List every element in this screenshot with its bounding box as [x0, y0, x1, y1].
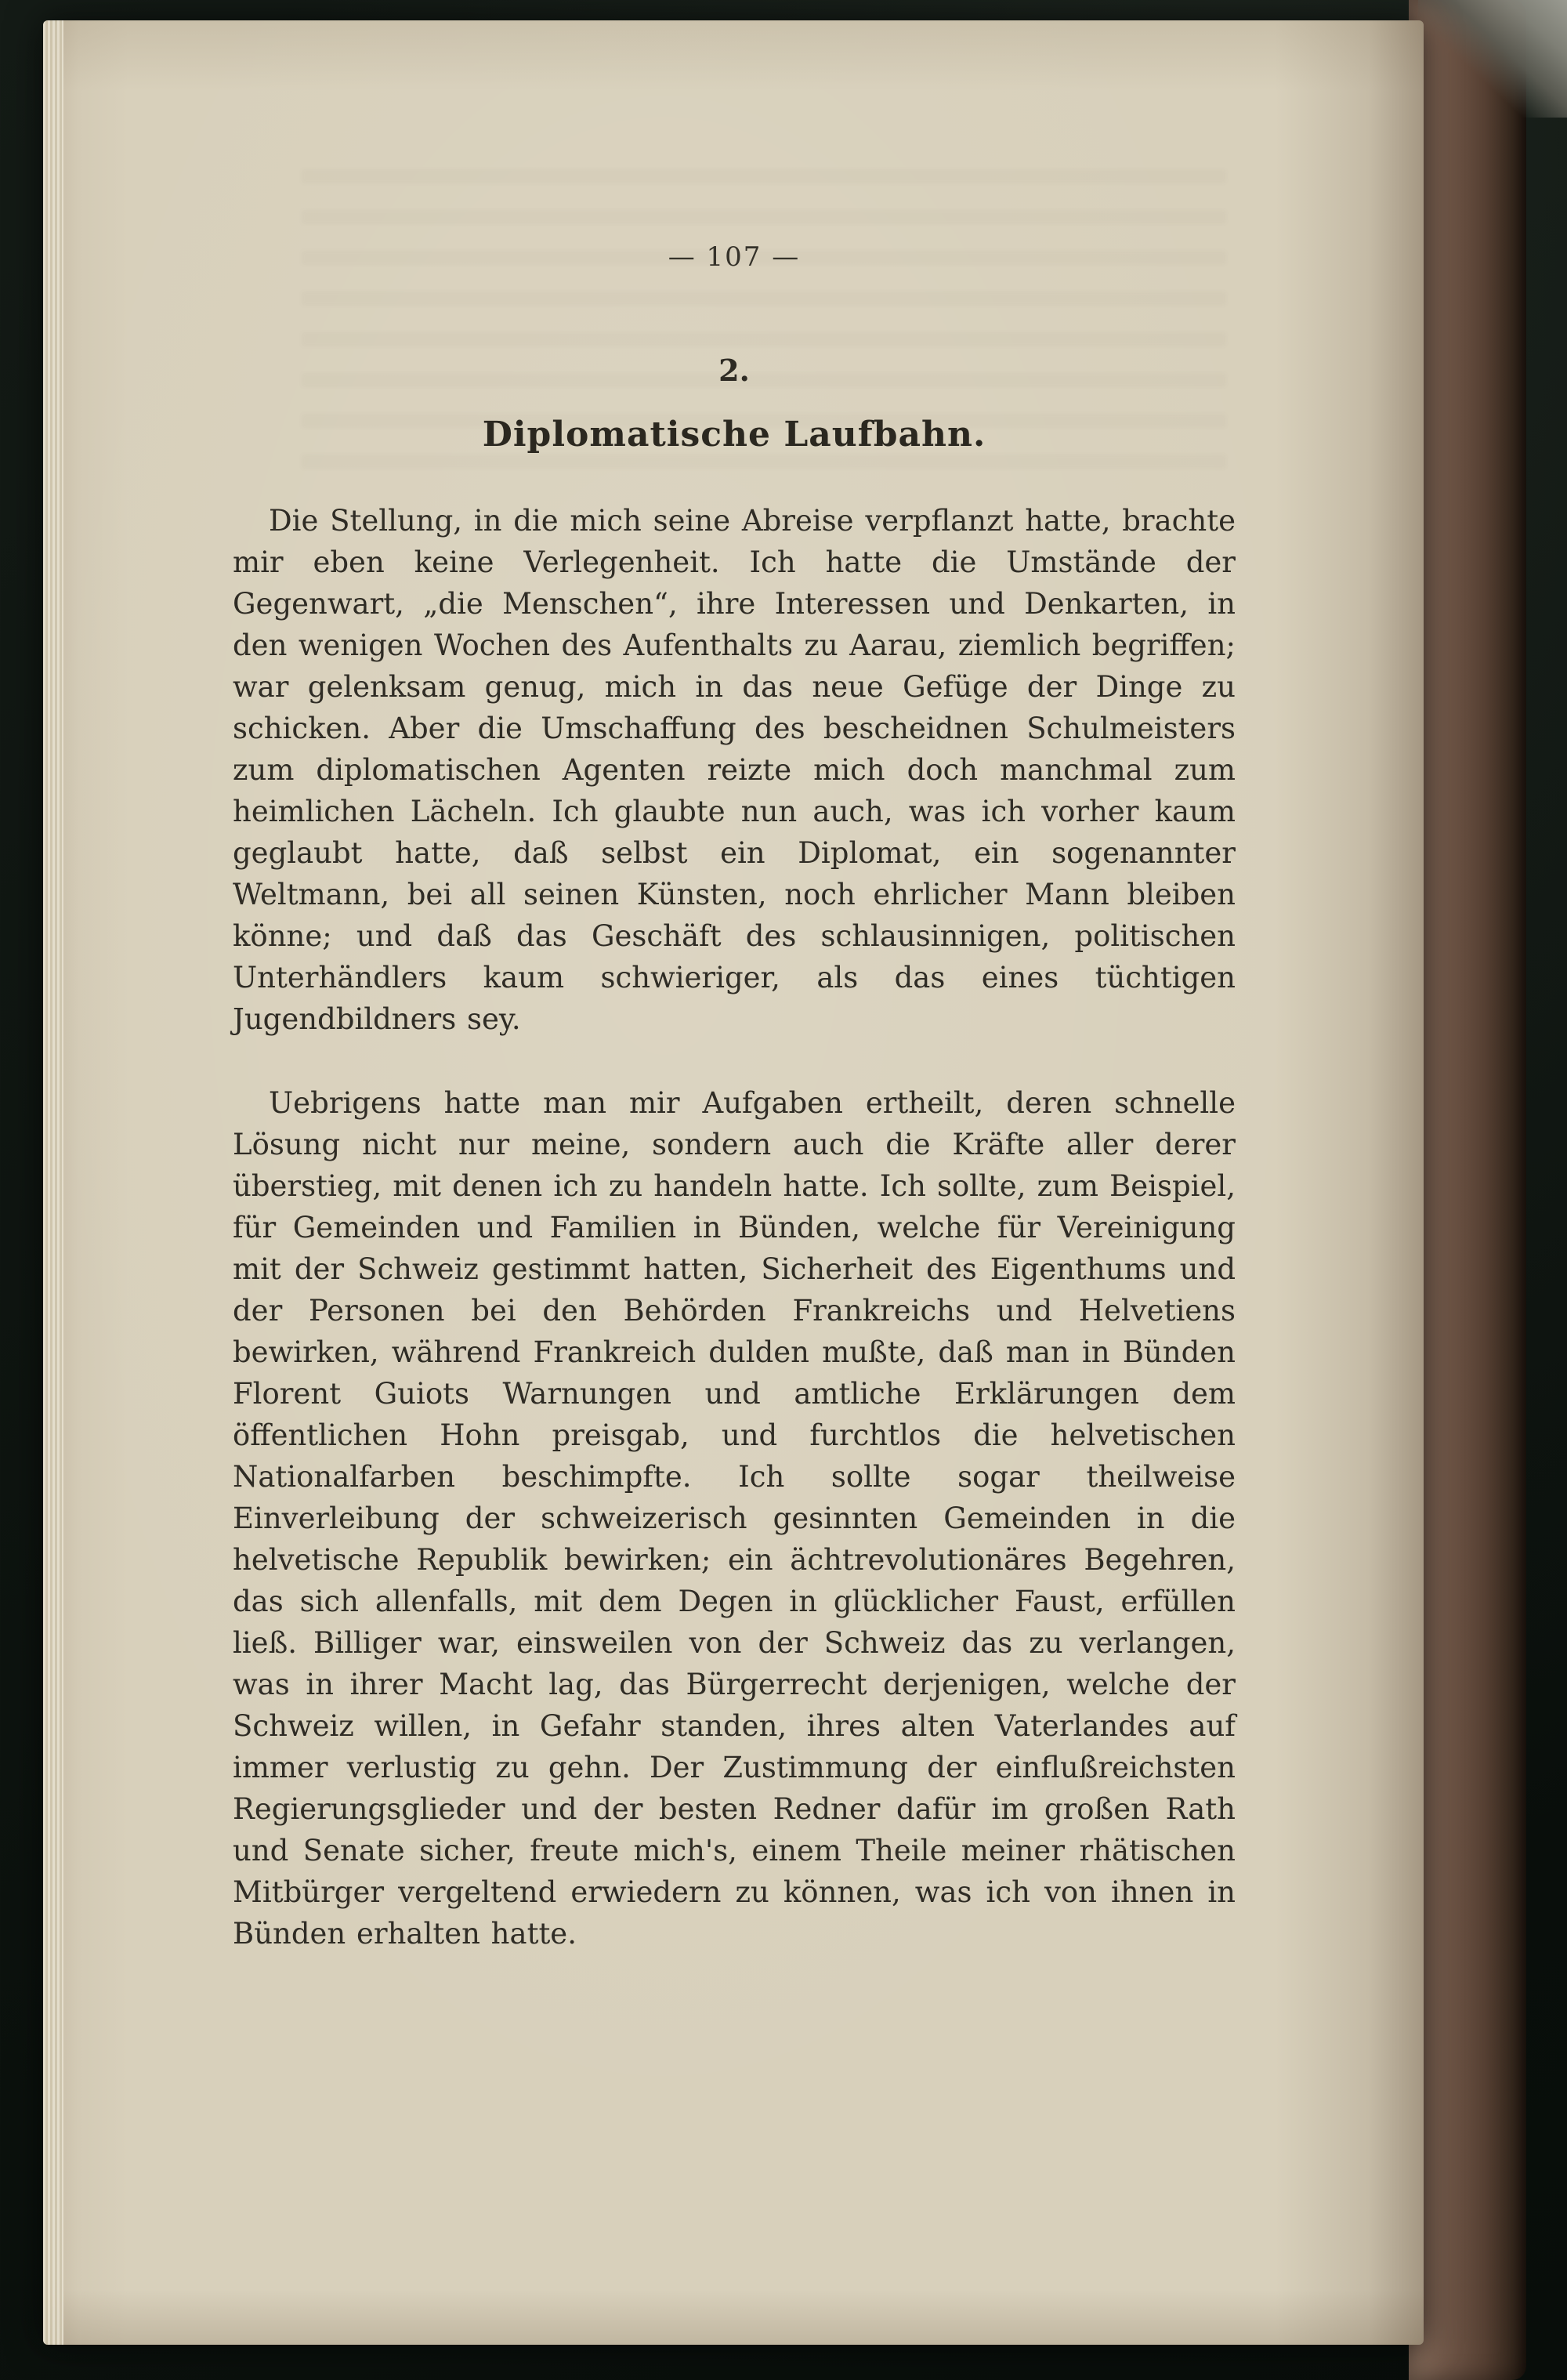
section-number: 2. [718, 353, 750, 388]
book-cover-edge [1409, 0, 1526, 2380]
paragraph-1: Die Stellung, in die mich seine Abreise verpflanzt hatte, brachte mir eben keine Verlegenheit. Ich hatte die Umstände der Gegenwart, „die Menschen“, ihre Interessen und Denkarten, in den wenigen Wochen des Aufenthalts zu Aarau, ziemlich begriffen; war gelenksam genug, mich in das neue Gefüge der Dinge zu schicken. Aber die Umschaffung des bescheidnen Schulmeisters zum diplomatischen Agenten reizte mich doch manchmal zum heimlichen Lächeln. Ich glaubte nun auch, was ich vorher kaum geglaubt hatte, daß selbst ein Diplomat, ein sogenannter Weltmann, bei all seinen Künsten, noch ehrlicher Mann bleiben könne; und daß das Geschäft des schlausinnigen, politischen Unterhändlers kaum schwieriger, als das eines tüchtigen Jugendbildners sey. [233, 504, 1236, 1036]
page-fore-edge [43, 20, 63, 2345]
chapter-heading: Diplomatische Laufbahn. [482, 415, 986, 455]
page-number: — 107 — [668, 241, 801, 273]
paragraph-2: Uebrigens hatte man mir Aufgaben ertheilt, deren schnelle Lösung nicht nur meine, sondern auch die Kräfte aller derer überstieg, mit denen ich zu handeln hatte. Ich sollte, zum Beispiel, für Gemeinden und Familien in Bünden, welche für Vereinigung mit der Schweiz gestimmt hatten, Sicherheit des Eigenthums und der Personen bei den Behörden Frankreichs und Helvetiens bewirken, während Frankreich dulden mußte, daß man in Bünden Florent Guiots Warnungen und amtliche Erklärungen dem öffentlichen Hohn preisgab, und furchtlos die helvetischen Nationalfarben beschimpfte. Ich sollte sogar theilweise Einverleibung der schweizerisch gesinnten Gemeinden in die helvetische Republik bewirken; ein ächtrevolutionäres Begehren, das sich allenfalls, mit dem Degen in glücklicher Faust, erfüllen ließ. Billiger war, einsweilen von der Schweiz das zu verlangen, was in ihrer Macht lag, das Bürgerrecht derjenigen, welche der Schweiz willen, in Gefahr standen, ihres alten Vaterlandes auf immer verlustig zu gehn. Der Zustimmung der einflußreichsten Regierungsglieder und der besten Redner dafür im großen Rath und Senate sicher, freute mich's, einem Theile meiner rhätischen Mitbürger vergeltend erwiedern zu können, was ich von ihnen in Bünden erhalten hatte. [233, 1086, 1236, 1951]
page [43, 20, 1424, 2345]
book-corner [1418, 0, 1567, 118]
text-block [233, 241, 1236, 1954]
